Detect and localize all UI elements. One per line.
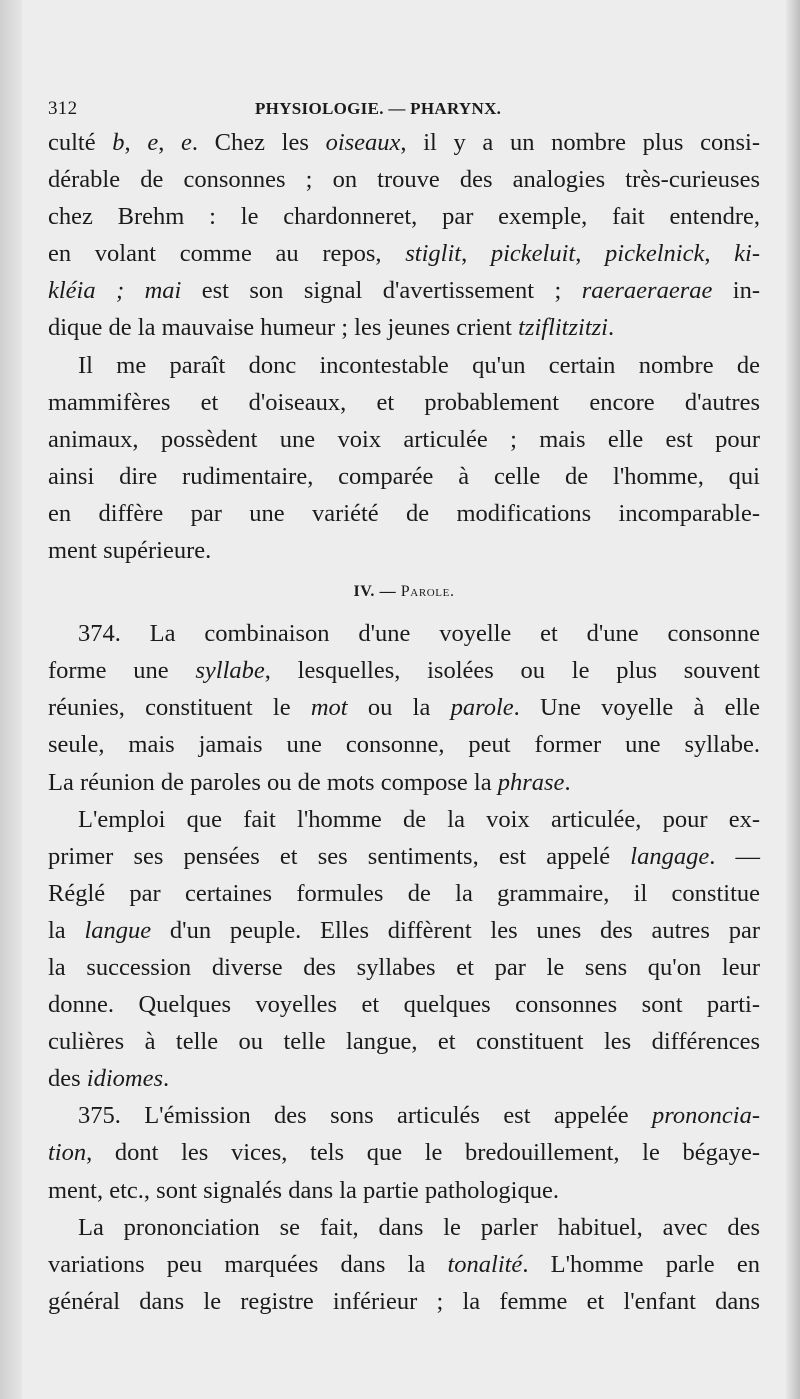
text-run: mammifères et d'oiseaux, et probablement encore d'autres [48,388,760,416]
running-head [48,94,760,124]
running-title: PHYSIOLOGIE. — PHARYNX. [255,99,502,118]
text-run: . Chez les [191,129,326,156]
page-number: 312 [48,98,78,119]
italic-term: prononcia- [652,1102,760,1130]
page-edge-shadow [786,0,800,1399]
italic-term: idiomes [86,1065,164,1093]
italic-term: raeraeraerae [581,277,713,305]
italic-term: stiglit [405,240,462,268]
text-run: . — [709,842,761,870]
italic-term: phrase [497,768,565,796]
text-line [48,272,760,309]
text-line [48,421,760,458]
italic-term: kléia ; mai [48,277,182,305]
italic-term: tziflitzitzi [518,314,608,342]
italic-term: parole [450,694,514,722]
paragraph [48,1209,760,1320]
text-run: en volant comme au repos, [48,240,406,268]
text-line [48,912,760,949]
text-run: réunies, constituent le [48,694,311,722]
text-run: des [48,1065,87,1093]
text-run: culté [48,129,113,156]
text-line [48,986,760,1023]
text-run: animaux, possèdent une voix articulée ; mais elle est pour [48,425,760,453]
italic-term: pickeluit [490,240,576,268]
text-line [48,838,760,875]
text-run: culières à telle ou telle langue, et constituent les différences [48,1028,760,1056]
text-run: donne. Quelques voyelles et quelques consonnes sont parti- [48,991,760,1019]
italic-term: pickelnick [605,240,705,268]
italic-term: mot [310,694,348,722]
text-run: in- [712,277,760,305]
italic-term: tion [48,1139,87,1167]
text-line [48,532,760,569]
italic-term: langage [630,842,710,870]
text-line [48,347,760,384]
text-run: . Une voyelle à elle [513,694,760,722]
text-line [48,124,760,161]
text-run: en diffère par une variété de modifications incomparable- [48,499,760,527]
italic-term: syllabe [195,657,265,685]
section-heading [48,569,760,615]
italic-term: tonalité [447,1250,523,1278]
text-line [48,1097,760,1134]
text-line [48,689,760,726]
text-run: 374. La combinaison d'une voyelle et d'une consonne [78,620,760,648]
text-run: , [158,129,181,156]
italic-term: oiseaux [325,129,401,156]
text-run: ainsi dire rudimentaire, comparée à celle de l'homme, qui [48,462,760,490]
text-run: , dont les vices, tels que le bredouillement, le bégaye- [86,1139,760,1167]
text-line [48,1246,760,1283]
paragraphs-after-section [48,615,760,1320]
text-line [48,1209,760,1246]
text-run: variations peu marquées dans la [48,1250,448,1278]
text-line [48,875,760,912]
text-run: dérable de consonnes ; on trouve des analogies très-curieuses [48,166,760,194]
text-run: L'emploi que fait l'homme de la voix articulée, pour ex- [78,805,760,833]
text-line [48,949,760,986]
text-run: seule, mais jamais une consonne, peut former une syllabe. [48,731,760,759]
text-run: Il me paraît donc incontestable qu'un certain nombre de [78,351,760,379]
text-run: est son signal d'avertissement ; [181,277,582,305]
text-line [48,764,760,801]
text-line [48,652,760,689]
text-run: . [163,1065,170,1093]
paragraph [48,124,760,347]
text-line [48,384,760,421]
text-line [48,615,760,652]
text-run: . [607,314,615,342]
text-line [48,495,760,532]
text-run: ou la [347,694,451,722]
text-run: , [124,129,148,156]
italic-term: b [112,129,125,156]
paragraph [48,801,760,1098]
section-numeral: IV. — [353,583,397,601]
text-run: , [575,240,606,268]
text-run: la succession diverse des syllabes et par le sens qu'on leur [48,953,760,981]
text-line [48,1283,760,1320]
text-run: ment, etc., sont signalés dans la partie pathologique. [48,1176,559,1204]
text-run: la [48,916,85,944]
italic-term: langue [84,916,152,944]
text-line [48,309,760,346]
text-line [48,161,760,198]
text-block [48,94,760,1320]
text-run: ment supérieure. [48,537,212,565]
text-line [48,198,760,235]
text-run: 375. L'émission des sons articulés est appelée [78,1102,653,1130]
paragraph [48,347,760,570]
text-run: La réunion de paroles ou de mots compose la [48,768,498,796]
text-run: Réglé par certaines formules de la grammaire, il constitue [48,879,760,907]
text-run: d'un peuple. Elles diffèrent les unes des autres par [151,916,761,944]
italic-term: ki- [734,240,760,268]
section-title: Parole. [400,583,455,601]
italic-term: e [181,129,192,156]
page-gutter-shadow [0,0,22,1399]
paragraph [48,1097,760,1208]
text-line [48,235,760,272]
paragraphs-before-section [48,124,760,569]
text-run: forme une [48,657,196,685]
text-run: . L'homme parle en [522,1250,760,1278]
text-run: . [564,768,571,796]
text-line [48,1134,760,1171]
text-line [48,726,760,763]
text-run: La prononciation se fait, dans le parler habituel, avec des [78,1213,760,1241]
text-line [48,801,760,838]
text-run: , [461,240,491,268]
text-run: , lesquelles, isolées ou le plus souvent [264,657,760,685]
text-run: , [704,240,735,268]
text-line [48,1060,760,1097]
text-run: primer ses pensées et ses sentiments, est appelé [48,842,631,870]
text-line [48,458,760,495]
text-run: général dans le registre inférieur ; la femme et l'enfant dans [48,1287,760,1315]
paragraph [48,615,760,800]
text-run: chez Brehm : le chardonneret, par exemple, fait entendre, [48,203,760,231]
text-line [48,1023,760,1060]
italic-term: e [147,129,159,156]
text-line [48,1172,760,1209]
text-run: , il y a un nombre plus consi- [400,129,760,156]
text-run: dique de la mauvaise humeur ; les jeunes crient [48,314,519,342]
